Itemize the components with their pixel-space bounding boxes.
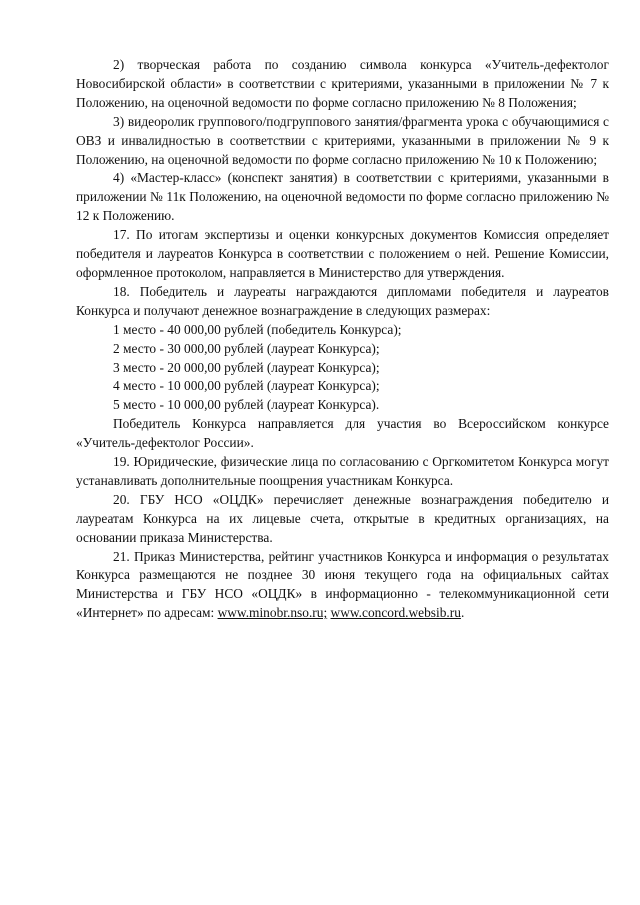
paragraph-19: 19. Юридические, физические лица по согласованию с Оргкомитетом Конкурса могут устанавливать дополнительные поощрения участникам Конкурса. [76,454,609,488]
prize-line: 1 место - 40 000,00 рублей (победитель Конкурса); [113,321,402,337]
minobr-link[interactable]: www.minobr.nso.ru; [217,605,328,621]
paragraph-21 [76,548,609,624]
paragraph-21-end: . [460,605,465,621]
paragraph-21-text: 21. Приказ Министерства, рейтинг участников Конкурса и информация о результатах Конкурса размещаются не позднее 30 июня текущего года на официальных сайтах Министерства и ГБУ НСО «ОЦДК» в информационно - телекоммуникационной сети «Интернет» по адресам: [76,548,609,621]
paragraph-item-3: 3) видеоролик группового/подгруппового занятия/фрагмента урока с обучающимися с ОВЗ и инвалидностью в соответствии с критериями, указанными в приложении № 9 к Положению, на оценочной ведомости по форме согласно приложению № 10 к Положению; [76,113,609,167]
paragraph-20: 20. ГБУ НСО «ОЦДК» перечисляет денежные вознаграждения победителю и лауреатам Конкурса на их лицевые счета, открытые в кредитных организациях, на основании приказа Министерства. [76,491,609,545]
paragraph-18: 18. Победитель и лауреаты награждаются дипломами победителя и лауреатов Конкурса и получают денежное вознаграждение в следующих размерах: [76,283,609,318]
document-body [76,56,609,623]
paragraph-item-4: 4) «Мастер-класс» (конспект занятия) в соответствии с критериями, указанными в приложении № 11к Положению, на оценочной ведомости по форме согласно приложению № 12 к Положению. [76,170,609,224]
paragraph-item-2: 2) творческая работа по созданию символа конкурса «Учитель-дефектолог Новосибирской области» в соответствии с критериями, указанными в приложении № 7 к Положению, на оценочной ведомости по форме согласно приложению № 8 Положения; [76,57,609,110]
concord-link[interactable]: www.concord.websib.ru [330,605,461,621]
winner-note: Победитель Конкурса направляется для участия во Всероссийском конкурсе «Учитель-дефектолог России». [76,416,609,451]
prize-line: 2 место - 30 000,00 рублей (лауреат Конкурса); [113,340,380,356]
prize-line: 3 место - 20 000,00 рублей (лауреат Конкурса); [113,359,380,375]
paragraph-17: 17. По итогам экспертизы и оценки конкурсных документов Комиссия определяет победителя и лауреатов Конкурса в соответствии с положением о ней. Решение Комиссии, оформленное протоколом, направляется в Министерство для утверждения. [76,227,609,280]
prize-line: 4 место - 10 000,00 рублей (лауреат Конкурса); [113,378,380,394]
prize-line: 5 место - 10 000,00 рублей (лауреат Конкурса). [113,397,380,413]
